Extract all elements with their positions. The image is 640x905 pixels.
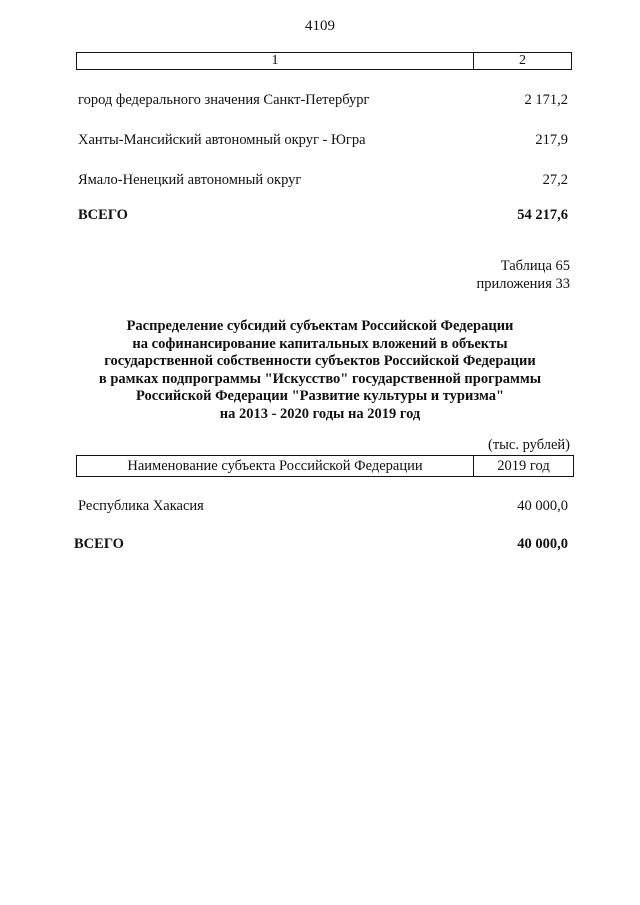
row-value-khanty-mansi: 217,9 [535,132,568,148]
row-value-khakassia: 40 000,0 [517,498,568,514]
row-name-khakassia: Республика Хакасия [78,498,204,514]
continued-table-header [76,52,572,70]
appendix-label: приложения 33 [476,276,570,292]
title-line-2: на софинансирование капитальных вложений в объекты [132,335,508,352]
year-header: 2019 год [474,456,574,477]
total-label: ВСЕГО [78,207,128,223]
row-value-saint-petersburg: 2 171,2 [524,92,568,108]
table-number-label: Таблица 65 [500,258,570,274]
title-line-3: государственной собственности субъектов Российской Федерации [104,353,536,369]
subsidy-total-value: 40 000,0 [517,536,568,552]
row-value-yamalo-nenets: 27,2 [542,172,568,188]
title-line-1: Распределение субсидий субъектам Российской Федерации [126,318,514,334]
title-line-4: в рамках подпрограммы "Искусство" государственной программы [98,370,542,387]
subsidy-table-header [76,455,574,477]
subsidy-total-label: ВСЕГО [74,536,124,552]
column-header-1: 1 [77,53,474,70]
total-value: 54 217,6 [517,207,568,223]
title-line-6: на 2013 - 2020 годы на 2019 год [219,405,421,422]
page-number: 4109 [305,18,335,34]
title-line-5: Российской Федерации "Развитие культуры и туризма" [135,388,505,404]
subject-name-header: Наименование субъекта Российской Федерации [77,456,474,477]
row-name-khanty-mansi: Ханты-Мансийский автономный округ - Югра [78,132,366,148]
document-title [0,318,640,423]
column-header-2: 2 [474,53,572,70]
row-name-saint-petersburg: город федерального значения Санкт-Петербург [78,92,370,108]
units-label: (тыс. рублей) [488,437,570,453]
row-name-yamalo-nenets: Ямало-Ненецкий автономный округ [78,172,302,188]
